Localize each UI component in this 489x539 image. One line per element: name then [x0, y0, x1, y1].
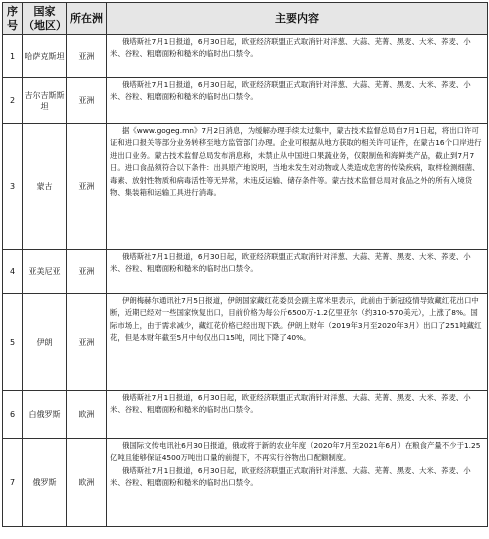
- row-region: 欧洲: [67, 439, 107, 527]
- content-paragraph: 俄塔斯社7月1日报道，6月30日起，欧亚经济联盟正式取消针对洋葱、大蒜、芜菁、黑麦、大米、荞麦、小米、谷粒、粗磨面粉和糙米的临时出口禁令。: [110, 393, 471, 415]
- row-content: [107, 124, 488, 250]
- row-region: 亚洲: [67, 250, 107, 294]
- row-no: 6: [3, 391, 23, 439]
- table-row: [3, 124, 488, 250]
- row-no: 7: [3, 439, 23, 527]
- content-paragraph: 俄塔斯社7月1日报道，6月30日起，欧亚经济联盟正式取消针对洋葱、大蒜、芜菁、黑麦、大米、荞麦、小米、谷粒、粗磨面粉和糙米的临时出口禁令。: [110, 80, 471, 102]
- row-content: [107, 439, 488, 527]
- content-paragraph: 据《www.gogeg.mn》7月2日消息，为缓解办理手续太过集中，蒙古技术监督总局自7月1日起，将出口许可证和进口报关等部分业务转移至地方监管部门办理。企业可根据从地方获取的相关许可证件，在蒙古16个口岸进行进出口业务。蒙古技术监督总局发布消息称，未禁止从中国进口果蔬业务，仅限制鱼和海鲜类产品，截止到7月7日。进口食品须符合以下条件：出具原产地说明，当地未发生对动物或人类造成危害的传染疾病，取样检测细菌、毒素、放射性物质和病毒活性等无异常，未违反运输、储存条件等。蒙古技术监督总局对食品之外的所有入境货物、集装箱和运输工具进行消毒。: [110, 126, 482, 198]
- table-row: [3, 439, 488, 527]
- content-paragraph: 俄国际文传电讯社6月30日报道，俄或将于新的农业年度（2020年7月至2021年6月）在粮食产量不少于1.25亿吨且能够保证4500万吨出口量的前提下，不再实行谷物出口配额制度。: [110, 441, 481, 463]
- row-country: 伊朗: [23, 294, 67, 391]
- header-content: 主要内容: [107, 3, 488, 35]
- row-no: 3: [3, 124, 23, 250]
- row-region: 亚洲: [67, 35, 107, 78]
- content-paragraph: 俄塔斯社7月1日报道，6月30日起，欧亚经济联盟正式取消针对洋葱、大蒜、芜菁、黑麦、大米、荞麦、小米、谷粒、粗磨面粉和糙米的临时出口禁令。: [110, 465, 471, 488]
- row-region: 欧洲: [67, 391, 107, 439]
- row-no: 4: [3, 250, 23, 294]
- content-paragraph: 伊朗梅赫尔通讯社7月5日报道，伊朗国家藏红花委员会副主席米里表示，此前由于新冠疫情导致藏红花出口中断，近期已经对一些国家恢复出口，目前价格为每公斤6500万-1.2亿里亚尔（约310-570美元），上涨了8%。国际市场上，由于需求减少，藏红花价格已经出现下跌。伊朗上财年（2019年3月至2020年3月）出口了251吨藏红花，但是本财年截至5月中旬仅出口15吨，同比下降了40%。: [110, 296, 482, 343]
- row-country: 哈萨克斯坦: [23, 35, 67, 78]
- content-paragraph: 俄塔斯社7月1日报道，6月30日起，欧亚经济联盟正式取消针对洋葱、大蒜、芜菁、黑麦、大米、荞麦、小米、谷粒、粗磨面粉和糙米的临时出口禁令。: [110, 252, 471, 274]
- row-content: [107, 35, 488, 78]
- row-content: [107, 250, 488, 294]
- row-content: [107, 78, 488, 124]
- row-region: 亚洲: [67, 78, 107, 124]
- row-no: 5: [3, 294, 23, 391]
- table-row: [3, 391, 488, 439]
- row-country: 蒙古: [23, 124, 67, 250]
- header-country: 国家（地区）: [23, 3, 67, 35]
- table-row: [3, 35, 488, 78]
- row-no: 1: [3, 35, 23, 78]
- row-country: 俄罗斯: [23, 439, 67, 527]
- table-header-row: [3, 3, 488, 35]
- row-country: 吉尔吉斯斯坦: [23, 78, 67, 124]
- table-row: [3, 294, 488, 391]
- row-region: 亚洲: [67, 294, 107, 391]
- row-content: [107, 391, 488, 439]
- header-region: 所在洲: [67, 3, 107, 35]
- policy-table: [2, 2, 488, 527]
- table-row: [3, 78, 488, 124]
- row-content: [107, 294, 488, 391]
- row-country: 亚美尼亚: [23, 250, 67, 294]
- header-no: 序号: [3, 3, 23, 35]
- row-country: 白俄罗斯: [23, 391, 67, 439]
- table-row: [3, 250, 488, 294]
- row-no: 2: [3, 78, 23, 124]
- row-region: 亚洲: [67, 124, 107, 250]
- content-paragraph: 俄塔斯社7月1日报道，6月30日起，欧亚经济联盟正式取消针对洋葱、大蒜、芜菁、黑麦、大米、荞麦、小米、谷粒、粗磨面粉和糙米的临时出口禁令。: [110, 37, 471, 59]
